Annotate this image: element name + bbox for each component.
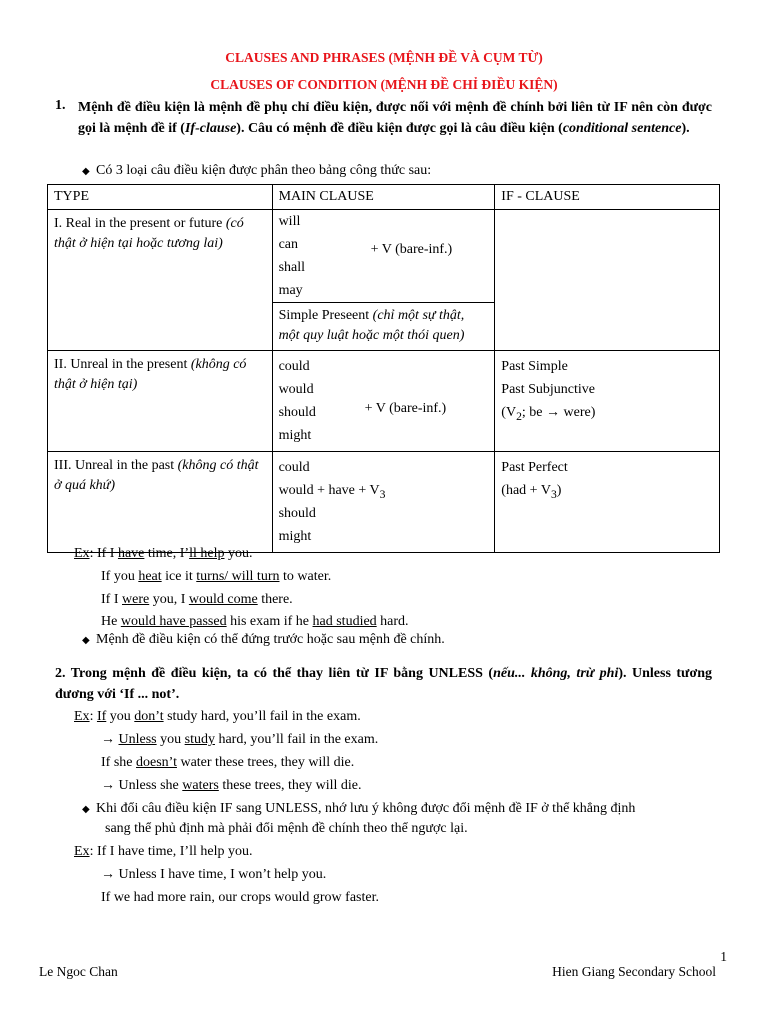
modal-verb: might [278,428,312,443]
verb-formula: + V (bare-inf.) [364,401,447,416]
text: these trees, they will die. [218,778,362,793]
modal-verb: will [278,214,301,229]
unless-meaning: nếu... không, trừ phi [493,666,619,681]
underlined-verb: would have passed [120,614,227,629]
ex-label: Ex [74,709,90,724]
underlined-verb: would come [188,592,258,607]
formula-part: would + have + V [278,483,380,498]
underlined-word: study [184,732,215,747]
main-clause-cell [272,210,495,351]
type-note: (có thật ở hiện tại hoặc tương lai) [54,216,244,251]
table-row [48,210,720,351]
ex-colon: : [89,709,97,724]
verb-formula: + V (bare-inf.) [370,242,453,257]
modal-verb: would [278,382,314,397]
modal-verb: should [278,506,316,521]
text: If I [101,592,122,607]
section-1-text-c: ). [681,120,690,136]
bullet-item [82,801,635,817]
bullet-continuation: sang thể phủ định mà phải đổi mệnh đề chính theo thể ngược lại. [105,821,468,836]
text: hard, you’ll fail in the exam. [214,732,379,747]
underlined-word: doesn’t [136,755,177,770]
modal-verb: may [278,283,303,298]
bullet-item [82,163,431,179]
modal-verb: might [278,529,312,544]
text: water these trees, they will die. [176,755,355,770]
text: He [101,614,121,629]
example-line [101,778,362,794]
table-header-row [48,185,720,210]
table-header: MAIN CLAUSE [272,185,495,210]
diamond-bullet-icon: ◆ [82,166,90,177]
type-note: (không có thật ở hiện tại) [54,357,247,392]
page-number: 1 [720,949,727,964]
diamond-bullet-icon: ◆ [82,804,90,815]
text: to water. [279,569,332,584]
modal-verb [279,479,489,502]
example-line [101,592,293,608]
if-clause-cell [495,452,720,553]
tense-label: Past Perfect [501,460,568,475]
formula-subscript: 2 [516,409,522,423]
section-1-text [78,98,712,139]
underlined-verb: had studied [312,614,377,629]
section-2-text [55,664,712,705]
table-header: IF - CLAUSE [495,185,720,210]
formula-part: ; be → were) [521,405,596,420]
text: → [101,732,119,747]
tense-formula [501,401,713,424]
simple-present-desc: (chỉ một sự thật, một quy luật hoặc một thói quen) [278,308,465,343]
modal-verb: can [278,237,298,252]
modal-verb: should [278,405,316,420]
underlined-word: waters [182,778,219,793]
table-row [48,351,720,452]
type-label: III. Unreal in the past [54,458,178,473]
formula-part: (V [501,405,517,420]
example-line [74,546,253,562]
bullet-item [82,632,445,648]
example-line [74,844,252,860]
type-note: (không có thật ở quá khứ) [54,458,259,493]
type-cell [48,452,273,553]
bullet-text: Khi đổi câu điều kiện IF sang UNLESS, nhớ lưu ý không được đổi mệnh đề IF ở thể khẳng định [96,801,636,816]
formula-part: (had + V [501,483,551,498]
if-clause-cell [495,351,720,452]
footer-school: Hien Giang Secondary School [552,964,716,979]
underlined-word: don’t [134,709,164,724]
tense-formula [501,479,713,502]
bullet-text: Mệnh đề điều kiện có thể đứng trước hoặc sau mệnh đề chính. [96,632,445,647]
modal-verb: could [278,460,310,475]
example-line [74,709,361,725]
text: you, I [149,592,189,607]
ex-colon: : [89,546,97,561]
text: you [156,732,185,747]
text: : If I have time, I’ll help you. [89,844,253,859]
section-number: 1. [55,98,66,113]
section-1-text-b: ). Câu có mệnh đề điều kiện được gọi là câu điều kiện ( [236,120,563,136]
tense-label: Past Subjunctive [501,382,596,397]
text: study hard, you’ll fail in the exam. [163,709,361,724]
main-clause-cell [272,351,495,452]
example-line [101,755,354,771]
table-row [48,452,720,553]
simple-present-note [273,302,495,350]
text: his exam if he [226,614,313,629]
conditional-table [47,184,720,553]
modal-verb: shall [278,260,306,275]
example-line: If we had more rain, our crops would grow faster. [101,890,379,905]
table-header: TYPE [48,185,273,210]
underlined-verb: ll help [189,546,225,561]
bullet-text: Có 3 loại câu điều kiện được phân theo bảng công thức sau: [96,163,432,178]
text: time, I’ [144,546,190,561]
text: you. [224,546,253,561]
section-2-text-b: ). Unless tương đương với ‘If ... not’. [55,666,712,702]
text: ice it [161,569,197,584]
modal-verb: could [278,359,310,374]
if-clause-term: If-clause [184,120,237,136]
section-2-text-a: 2. Trong mệnh đề điều kiện, ta có thể thay liên từ IF bằng UNLESS ( [55,666,494,681]
simple-present-label: Simple Preseent [278,308,373,323]
footer-author: Le Ngoc Chan [39,964,118,979]
example-line [101,569,331,585]
underlined-verb: were [122,592,150,607]
text: → Unless she [101,778,183,793]
type-cell [48,351,273,452]
underlined-word: Unless [118,732,157,747]
conditional-sentence-term: conditional sentence [562,120,682,136]
example-line [101,614,409,630]
tense-label: Past Simple [501,359,568,374]
underlined-word: If [96,709,107,724]
text: If she [101,755,136,770]
underlined-verb: have [117,546,145,561]
ex-label: Ex [74,844,90,859]
ex-label: Ex [74,546,90,561]
underlined-verb: turns/ will turn [196,569,280,584]
example-line: → Unless I have time, I won’t help you. [101,867,327,882]
type-cell [48,210,273,351]
text: If I [96,546,118,561]
text: you [106,709,135,724]
type-label: I. Real in the present or future [54,216,226,231]
document-subtitle: CLAUSES OF CONDITION (MỆNH ĐỀ CHỈ ĐIỀU KIỆN) [210,77,558,92]
document-title: CLAUSES AND PHRASES (MỆNH ĐỀ VÀ CỤM TỪ) [225,50,543,65]
text: hard. [376,614,409,629]
underlined-verb: heat [138,569,162,584]
if-clause-cell [495,210,720,351]
text: If you [101,569,139,584]
formula-subscript: 3 [379,487,386,501]
main-clause-cell [272,452,495,553]
section-1-text-a: Mệnh đề điều kiện là mệnh đề phụ chỉ điều kiện, được nối với mệnh đề chính bởi liên từ IF nên còn được gọi là mệnh đề if ( [78,100,712,136]
diamond-bullet-icon: ◆ [82,635,90,646]
type-label: II. Unreal in the present [54,357,191,372]
formula-part: ) [556,483,562,498]
text: there. [257,592,293,607]
example-line [101,732,378,748]
formula-subscript: 3 [550,487,557,501]
